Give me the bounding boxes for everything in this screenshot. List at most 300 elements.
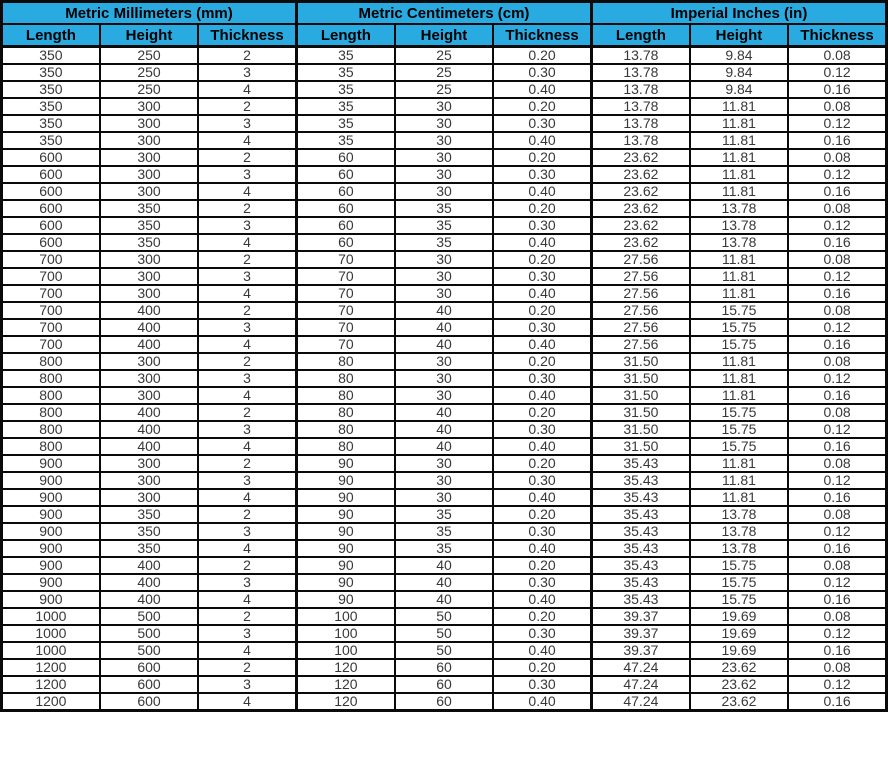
cell: 0.08 bbox=[788, 149, 886, 166]
cell: 40 bbox=[395, 319, 493, 336]
cell: 90 bbox=[296, 455, 394, 472]
cell: 600 bbox=[2, 149, 100, 166]
cell: 13.78 bbox=[591, 81, 689, 98]
cell: 30 bbox=[395, 455, 493, 472]
cell: 0.12 bbox=[788, 166, 886, 183]
table-row bbox=[2, 557, 887, 574]
cell: 2 bbox=[198, 353, 296, 370]
cell: 31.50 bbox=[591, 387, 689, 404]
cell: 35 bbox=[296, 98, 394, 115]
table-row bbox=[2, 234, 887, 251]
cell: 0.20 bbox=[493, 557, 591, 574]
cell: 400 bbox=[100, 404, 198, 421]
col-header-in-height: Height bbox=[690, 24, 788, 47]
cell: 27.56 bbox=[591, 319, 689, 336]
cell: 15.75 bbox=[690, 404, 788, 421]
cell: 47.24 bbox=[591, 693, 689, 711]
cell: 0.40 bbox=[493, 693, 591, 711]
cell: 600 bbox=[2, 183, 100, 200]
cell: 35.43 bbox=[591, 591, 689, 608]
cell: 0.40 bbox=[493, 234, 591, 251]
cell: 23.62 bbox=[591, 149, 689, 166]
cell: 40 bbox=[395, 574, 493, 591]
cell: 0.30 bbox=[493, 676, 591, 693]
cell: 0.12 bbox=[788, 319, 886, 336]
cell: 400 bbox=[100, 557, 198, 574]
cell: 300 bbox=[100, 268, 198, 285]
cell: 0.40 bbox=[493, 183, 591, 200]
cell: 15.75 bbox=[690, 574, 788, 591]
cell: 35 bbox=[395, 234, 493, 251]
cell: 11.81 bbox=[690, 251, 788, 268]
cell: 300 bbox=[100, 285, 198, 302]
col-header-mm-thickness: Thickness bbox=[198, 24, 296, 47]
cell: 0.08 bbox=[788, 98, 886, 115]
cell: 3 bbox=[198, 370, 296, 387]
col-header-cm-thickness: Thickness bbox=[493, 24, 591, 47]
cell: 30 bbox=[395, 251, 493, 268]
table-row bbox=[2, 421, 887, 438]
table-row bbox=[2, 438, 887, 455]
cell: 1200 bbox=[2, 676, 100, 693]
cell: 4 bbox=[198, 693, 296, 711]
table-row bbox=[2, 47, 887, 65]
cell: 0.08 bbox=[788, 47, 886, 65]
cell: 350 bbox=[100, 540, 198, 557]
cell: 30 bbox=[395, 149, 493, 166]
cell: 0.20 bbox=[493, 200, 591, 217]
cell: 600 bbox=[2, 217, 100, 234]
cell: 50 bbox=[395, 625, 493, 642]
cell: 2 bbox=[198, 251, 296, 268]
cell: 80 bbox=[296, 421, 394, 438]
cell: 35 bbox=[296, 115, 394, 132]
cell: 0.12 bbox=[788, 115, 886, 132]
cell: 50 bbox=[395, 608, 493, 625]
cell: 23.62 bbox=[591, 200, 689, 217]
cell: 31.50 bbox=[591, 404, 689, 421]
cell: 0.20 bbox=[493, 98, 591, 115]
cell: 350 bbox=[100, 506, 198, 523]
table-row bbox=[2, 659, 887, 676]
cell: 0.20 bbox=[493, 659, 591, 676]
table-row bbox=[2, 98, 887, 115]
cell: 0.16 bbox=[788, 336, 886, 353]
cell: 35 bbox=[296, 81, 394, 98]
cell: 35 bbox=[395, 540, 493, 557]
cell: 13.78 bbox=[591, 115, 689, 132]
cell: 11.81 bbox=[690, 115, 788, 132]
group-header-mm: Metric Millimeters (mm) bbox=[2, 2, 297, 25]
cell: 15.75 bbox=[690, 319, 788, 336]
cell: 30 bbox=[395, 353, 493, 370]
cell: 1200 bbox=[2, 659, 100, 676]
cell: 47.24 bbox=[591, 659, 689, 676]
cell: 700 bbox=[2, 268, 100, 285]
cell: 0.20 bbox=[493, 608, 591, 625]
cell: 40 bbox=[395, 591, 493, 608]
cell: 60 bbox=[296, 217, 394, 234]
cell: 500 bbox=[100, 608, 198, 625]
cell: 0.16 bbox=[788, 642, 886, 659]
cell: 90 bbox=[296, 591, 394, 608]
cell: 40 bbox=[395, 421, 493, 438]
cell: 3 bbox=[198, 217, 296, 234]
cell: 700 bbox=[2, 285, 100, 302]
table-row bbox=[2, 472, 887, 489]
cell: 60 bbox=[296, 149, 394, 166]
cell: 4 bbox=[198, 540, 296, 557]
cell: 30 bbox=[395, 268, 493, 285]
cell: 0.30 bbox=[493, 370, 591, 387]
cell: 30 bbox=[395, 285, 493, 302]
cell: 0.08 bbox=[788, 404, 886, 421]
cell: 1000 bbox=[2, 625, 100, 642]
cell: 35.43 bbox=[591, 574, 689, 591]
cell: 350 bbox=[100, 200, 198, 217]
cell: 0.12 bbox=[788, 625, 886, 642]
table-row bbox=[2, 693, 887, 711]
cell: 0.30 bbox=[493, 472, 591, 489]
cell: 40 bbox=[395, 302, 493, 319]
cell: 19.69 bbox=[690, 608, 788, 625]
cell: 11.81 bbox=[690, 387, 788, 404]
cell: 80 bbox=[296, 353, 394, 370]
cell: 0.08 bbox=[788, 455, 886, 472]
cell: 60 bbox=[296, 200, 394, 217]
table-row bbox=[2, 404, 887, 421]
cell: 2 bbox=[198, 98, 296, 115]
table-row bbox=[2, 608, 887, 625]
cell: 350 bbox=[100, 234, 198, 251]
cell: 90 bbox=[296, 523, 394, 540]
cell: 400 bbox=[100, 438, 198, 455]
cell: 4 bbox=[198, 336, 296, 353]
cell: 350 bbox=[100, 523, 198, 540]
cell: 47.24 bbox=[591, 676, 689, 693]
cell: 23.62 bbox=[690, 676, 788, 693]
cell: 600 bbox=[2, 234, 100, 251]
cell: 0.40 bbox=[493, 642, 591, 659]
table-row bbox=[2, 285, 887, 302]
cell: 13.78 bbox=[690, 523, 788, 540]
cell: 0.08 bbox=[788, 302, 886, 319]
cell: 900 bbox=[2, 540, 100, 557]
cell: 300 bbox=[100, 387, 198, 404]
cell: 90 bbox=[296, 574, 394, 591]
cell: 30 bbox=[395, 183, 493, 200]
table-row bbox=[2, 455, 887, 472]
cell: 9.84 bbox=[690, 81, 788, 98]
table-header bbox=[2, 2, 887, 47]
col-header-cm-length: Length bbox=[296, 24, 394, 47]
table-row bbox=[2, 166, 887, 183]
cell: 40 bbox=[395, 438, 493, 455]
cell: 4 bbox=[198, 234, 296, 251]
cell: 70 bbox=[296, 268, 394, 285]
cell: 60 bbox=[296, 234, 394, 251]
cell: 0.12 bbox=[788, 268, 886, 285]
cell: 2 bbox=[198, 149, 296, 166]
cell: 11.81 bbox=[690, 489, 788, 506]
cell: 39.37 bbox=[591, 625, 689, 642]
cell: 2 bbox=[198, 200, 296, 217]
cell: 15.75 bbox=[690, 591, 788, 608]
cell: 11.81 bbox=[690, 98, 788, 115]
cell: 800 bbox=[2, 370, 100, 387]
cell: 300 bbox=[100, 132, 198, 149]
cell: 11.81 bbox=[690, 353, 788, 370]
cell: 0.40 bbox=[493, 591, 591, 608]
col-header-mm-height: Height bbox=[100, 24, 198, 47]
cell: 0.30 bbox=[493, 574, 591, 591]
cell: 0.40 bbox=[493, 540, 591, 557]
cell: 300 bbox=[100, 455, 198, 472]
cell: 60 bbox=[395, 676, 493, 693]
cell: 4 bbox=[198, 285, 296, 302]
table-row bbox=[2, 489, 887, 506]
cell: 31.50 bbox=[591, 421, 689, 438]
cell: 11.81 bbox=[690, 370, 788, 387]
cell: 0.12 bbox=[788, 421, 886, 438]
cell: 23.62 bbox=[591, 166, 689, 183]
col-header-in-thickness: Thickness bbox=[788, 24, 886, 47]
cell: 0.40 bbox=[493, 438, 591, 455]
cell: 2 bbox=[198, 302, 296, 319]
cell: 600 bbox=[100, 676, 198, 693]
cell: 90 bbox=[296, 472, 394, 489]
cell: 30 bbox=[395, 115, 493, 132]
table-row bbox=[2, 336, 887, 353]
cell: 15.75 bbox=[690, 336, 788, 353]
cell: 9.84 bbox=[690, 64, 788, 81]
cell: 30 bbox=[395, 489, 493, 506]
cell: 15.75 bbox=[690, 421, 788, 438]
cell: 0.40 bbox=[493, 285, 591, 302]
table-row bbox=[2, 625, 887, 642]
cell: 900 bbox=[2, 506, 100, 523]
cell: 300 bbox=[100, 98, 198, 115]
cell: 80 bbox=[296, 404, 394, 421]
cell: 0.20 bbox=[493, 302, 591, 319]
cell: 30 bbox=[395, 98, 493, 115]
cell: 27.56 bbox=[591, 302, 689, 319]
cell: 30 bbox=[395, 472, 493, 489]
cell: 300 bbox=[100, 370, 198, 387]
cell: 80 bbox=[296, 370, 394, 387]
table-row bbox=[2, 574, 887, 591]
cell: 0.20 bbox=[493, 404, 591, 421]
cell: 27.56 bbox=[591, 285, 689, 302]
cell: 120 bbox=[296, 676, 394, 693]
cell: 35.43 bbox=[591, 472, 689, 489]
cell: 39.37 bbox=[591, 608, 689, 625]
cell: 9.84 bbox=[690, 47, 788, 65]
cell: 11.81 bbox=[690, 455, 788, 472]
cell: 70 bbox=[296, 285, 394, 302]
cell: 13.78 bbox=[591, 132, 689, 149]
cell: 50 bbox=[395, 642, 493, 659]
cell: 23.62 bbox=[591, 217, 689, 234]
cell: 0.12 bbox=[788, 370, 886, 387]
cell: 3 bbox=[198, 625, 296, 642]
cell: 4 bbox=[198, 642, 296, 659]
cell: 70 bbox=[296, 319, 394, 336]
cell: 700 bbox=[2, 251, 100, 268]
cell: 0.20 bbox=[493, 251, 591, 268]
cell: 250 bbox=[100, 64, 198, 81]
cell: 600 bbox=[100, 659, 198, 676]
cell: 80 bbox=[296, 387, 394, 404]
cell: 350 bbox=[2, 132, 100, 149]
cell: 3 bbox=[198, 421, 296, 438]
cell: 13.78 bbox=[690, 217, 788, 234]
cell: 11.81 bbox=[690, 472, 788, 489]
table-row bbox=[2, 353, 887, 370]
cell: 80 bbox=[296, 438, 394, 455]
cell: 350 bbox=[2, 47, 100, 65]
table-body bbox=[2, 47, 887, 711]
cell: 35 bbox=[395, 506, 493, 523]
cell: 35.43 bbox=[591, 506, 689, 523]
cell: 4 bbox=[198, 489, 296, 506]
cell: 0.20 bbox=[493, 455, 591, 472]
table-row bbox=[2, 387, 887, 404]
cell: 350 bbox=[2, 98, 100, 115]
cell: 30 bbox=[395, 132, 493, 149]
cell: 300 bbox=[100, 115, 198, 132]
cell: 60 bbox=[395, 693, 493, 711]
cell: 30 bbox=[395, 370, 493, 387]
cell: 100 bbox=[296, 608, 394, 625]
table-row bbox=[2, 183, 887, 200]
cell: 0.40 bbox=[493, 81, 591, 98]
cell: 2 bbox=[198, 608, 296, 625]
cell: 400 bbox=[100, 336, 198, 353]
cell: 0.20 bbox=[493, 506, 591, 523]
column-header-row bbox=[2, 24, 887, 47]
cell: 700 bbox=[2, 336, 100, 353]
cell: 2 bbox=[198, 404, 296, 421]
cell: 4 bbox=[198, 183, 296, 200]
cell: 13.78 bbox=[690, 234, 788, 251]
cell: 2 bbox=[198, 47, 296, 65]
cell: 1000 bbox=[2, 642, 100, 659]
cell: 0.20 bbox=[493, 353, 591, 370]
cell: 27.56 bbox=[591, 336, 689, 353]
cell: 2 bbox=[198, 557, 296, 574]
cell: 30 bbox=[395, 166, 493, 183]
cell: 250 bbox=[100, 47, 198, 65]
cell: 120 bbox=[296, 693, 394, 711]
cell: 350 bbox=[2, 64, 100, 81]
cell: 0.12 bbox=[788, 574, 886, 591]
cell: 1200 bbox=[2, 693, 100, 711]
cell: 11.81 bbox=[690, 132, 788, 149]
cell: 23.62 bbox=[591, 183, 689, 200]
cell: 11.81 bbox=[690, 268, 788, 285]
cell: 23.62 bbox=[690, 693, 788, 711]
cell: 0.08 bbox=[788, 608, 886, 625]
cell: 90 bbox=[296, 489, 394, 506]
cell: 35.43 bbox=[591, 540, 689, 557]
cell: 0.16 bbox=[788, 540, 886, 557]
cell: 900 bbox=[2, 557, 100, 574]
table-row bbox=[2, 115, 887, 132]
cell: 1000 bbox=[2, 608, 100, 625]
cell: 19.69 bbox=[690, 625, 788, 642]
cell: 70 bbox=[296, 302, 394, 319]
cell: 90 bbox=[296, 506, 394, 523]
cell: 0.08 bbox=[788, 557, 886, 574]
cell: 3 bbox=[198, 472, 296, 489]
cell: 350 bbox=[2, 115, 100, 132]
cell: 3 bbox=[198, 115, 296, 132]
cell: 0.30 bbox=[493, 523, 591, 540]
cell: 300 bbox=[100, 149, 198, 166]
cell: 900 bbox=[2, 523, 100, 540]
cell: 11.81 bbox=[690, 285, 788, 302]
table-row bbox=[2, 268, 887, 285]
cell: 800 bbox=[2, 421, 100, 438]
cell: 35.43 bbox=[591, 557, 689, 574]
cell: 0.08 bbox=[788, 200, 886, 217]
cell: 350 bbox=[2, 81, 100, 98]
cell: 600 bbox=[100, 693, 198, 711]
cell: 0.30 bbox=[493, 115, 591, 132]
cell: 300 bbox=[100, 489, 198, 506]
cell: 600 bbox=[2, 166, 100, 183]
table-row bbox=[2, 132, 887, 149]
cell: 900 bbox=[2, 455, 100, 472]
col-header-mm-length: Length bbox=[2, 24, 100, 47]
cell: 4 bbox=[198, 387, 296, 404]
group-header-cm: Metric Centimeters (cm) bbox=[296, 2, 591, 25]
cell: 35.43 bbox=[591, 523, 689, 540]
cell: 900 bbox=[2, 472, 100, 489]
table-row bbox=[2, 319, 887, 336]
cell: 400 bbox=[100, 574, 198, 591]
cell: 300 bbox=[100, 251, 198, 268]
cell: 0.08 bbox=[788, 659, 886, 676]
table-row bbox=[2, 370, 887, 387]
cell: 0.12 bbox=[788, 676, 886, 693]
cell: 11.81 bbox=[690, 166, 788, 183]
cell: 700 bbox=[2, 302, 100, 319]
cell: 0.20 bbox=[493, 47, 591, 65]
cell: 400 bbox=[100, 421, 198, 438]
col-header-in-length: Length bbox=[591, 24, 689, 47]
table-row bbox=[2, 217, 887, 234]
cell: 0.30 bbox=[493, 319, 591, 336]
cell: 27.56 bbox=[591, 268, 689, 285]
cell: 300 bbox=[100, 183, 198, 200]
cell: 800 bbox=[2, 404, 100, 421]
cell: 35 bbox=[395, 217, 493, 234]
cell: 35 bbox=[395, 523, 493, 540]
cell: 60 bbox=[296, 166, 394, 183]
cell: 0.40 bbox=[493, 336, 591, 353]
cell: 0.12 bbox=[788, 217, 886, 234]
cell: 3 bbox=[198, 676, 296, 693]
table-row bbox=[2, 251, 887, 268]
table-row bbox=[2, 591, 887, 608]
cell: 0.30 bbox=[493, 421, 591, 438]
cell: 3 bbox=[198, 574, 296, 591]
cell: 40 bbox=[395, 336, 493, 353]
cell: 400 bbox=[100, 302, 198, 319]
cell: 0.16 bbox=[788, 132, 886, 149]
